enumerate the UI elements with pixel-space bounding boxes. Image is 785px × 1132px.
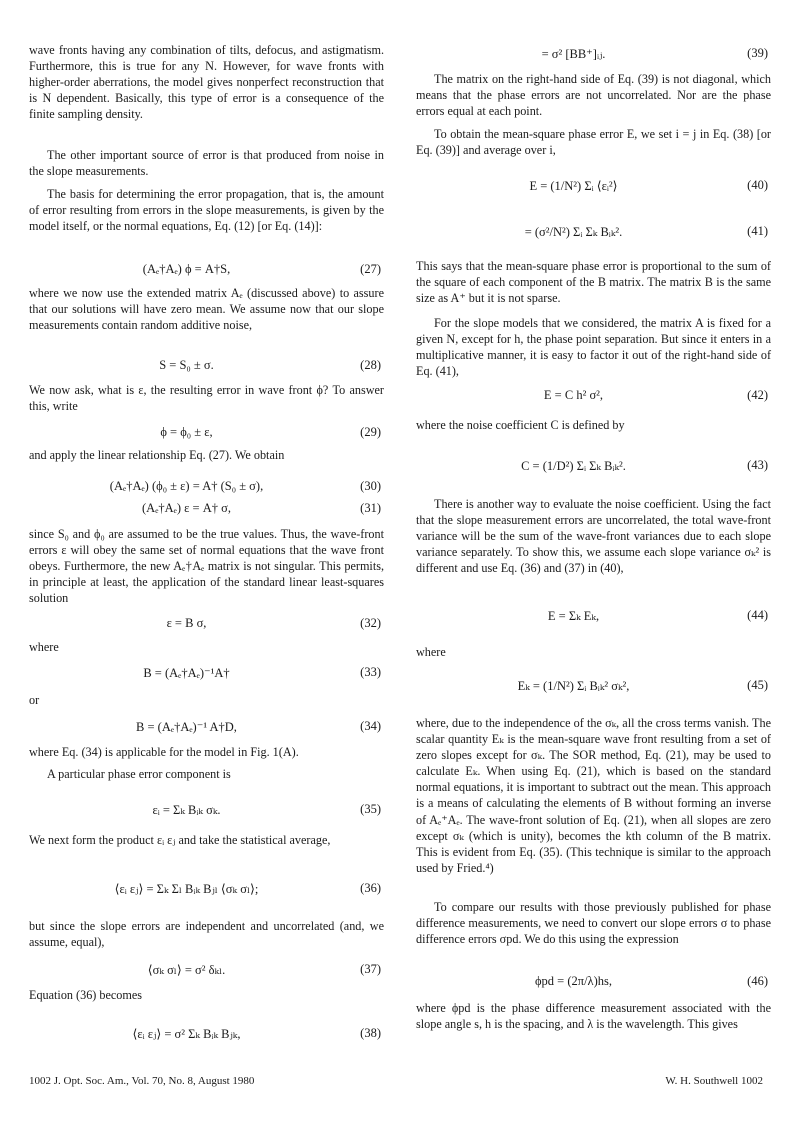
paragraph [29, 447, 384, 463]
equation-42 [416, 384, 771, 406]
connective-where: where [416, 645, 446, 659]
equation-body: ⟨σₖ σₗ⟩ = σ² δₖₗ. [147, 963, 226, 977]
paragraph-text: This says that the mean-square phase error is proportional to the sum of the square of each component of the B matrix. The matrix B is the same size as A⁺ but it is not sparse. [416, 259, 771, 306]
paragraph-text: The basis for determining the error propagation, that is, the amount of error resulting from errors in the slope measurements, is given by the model itself, or the normal equations, Eq. (12) [or Eq. (14)]: [29, 187, 384, 234]
paragraph [416, 1000, 771, 1032]
paragraph-text: where we now use the extended matrix Aₑ (discussed above) to assure that our solutions will have zero mean. We assume now that our slope measurements contain random additive noise, [29, 286, 384, 333]
equation-43 [416, 446, 771, 482]
paragraph-text: since S₀ and ϕ₀ are assumed to be the true values. Thus, the wave-front errors ε will obey the same set of normal equations that the wave front obeys. Furthermore, the new Aₑ†Aₑ matrix is not singular. This permits, in principle at least, the application of the standard linear least-squares solution [29, 527, 384, 606]
paragraph [416, 715, 771, 876]
footer-author-page: W. H. Southwell 1002 [665, 1075, 763, 1087]
equation-body: E = Σₖ Eₖ, [547, 609, 600, 623]
equation-44 [416, 604, 771, 626]
equation-40 [416, 166, 771, 202]
equation-body: (Aₑ†Aₑ) ε = A† σ, [142, 501, 231, 515]
paragraph [416, 315, 771, 379]
paragraph-text: We next form the product εᵢ εⱼ and take the statistical average, [29, 833, 331, 847]
equation-number: (34) [360, 719, 381, 733]
equation-number: (41) [747, 224, 768, 238]
equation-number: (37) [360, 962, 381, 976]
equation-body: = (σ²/N²) Σᵢ Σₖ Bᵢₖ². [524, 225, 623, 239]
equation-33 [29, 661, 384, 683]
equation-32 [29, 612, 384, 634]
equation-body: = σ² [BB⁺]ᵢⱼ. [541, 47, 606, 61]
paragraph-text: There is another way to evaluate the noise coefficient. Using the fact that the slope measurement errors are uncorrelated, the total wave-front variance will be the sum of the wave-front variances due to each slope variance separately. To show this, we assume each slope variance σₖ² is different and use Eq. (36) and (37) in (40), [416, 497, 771, 576]
paragraph [416, 258, 771, 306]
equation-body: E = C h² σ², [543, 388, 604, 402]
equation-body: B = (Aₑ†Aₑ)⁻¹A† [143, 666, 230, 680]
equation-28 [29, 354, 384, 376]
equation-number: (31) [360, 501, 381, 515]
equation-number: (46) [747, 974, 768, 988]
equation-body: (Aₑ†Aₑ) (ϕ₀ ± ε) = A† (S₀ ± σ), [109, 479, 264, 493]
equation-45 [416, 666, 771, 702]
paragraph [29, 766, 384, 782]
footer-journal-citation: 1002 J. Opt. Soc. Am., Vol. 70, No. 8, August 1980 [29, 1075, 255, 1087]
equation-body: εᵢ = Σₖ Bᵢₖ σₖ. [152, 803, 221, 817]
paragraph-text: Equation (36) becomes [29, 988, 143, 1002]
paragraph [416, 496, 771, 576]
connective-or: or [29, 693, 40, 707]
equation-body: S = S₀ ± σ. [159, 358, 214, 372]
equation-38 [29, 1022, 384, 1044]
paragraph [416, 126, 771, 158]
paragraph-text: The matrix on the right-hand side of Eq. (39) is not diagonal, which means that the phase errors are not uncorrelated. Nor are the phase errors equal at each point. [416, 72, 771, 119]
equation-35 [29, 798, 384, 820]
equation-27 [29, 258, 384, 280]
paragraph-text: To compare our results with those previously published for phase difference measurements, we need to convert our slope errors σ to phase difference errors σpd. We do this using the expression [416, 900, 771, 947]
equation-number: (36) [360, 881, 381, 895]
paragraph-text: A particular phase error component is [47, 767, 231, 781]
equation-body: ϕ = ϕ₀ ± ε, [160, 425, 213, 439]
equation-number: (33) [360, 665, 381, 679]
equation-39 [416, 42, 771, 64]
equation-number: (42) [747, 388, 768, 402]
paragraph [29, 744, 384, 760]
paragraph-text: wave fronts having any combination of tilts, defocus, and astigmatism. Furthermore, this is true for any N. However, for wave fronts with higher-order aberrations, the model gives nonperfect reconstruction that is N dependent. Basically, this type of error is a consequence of the finite sampling density. [29, 43, 384, 122]
equation-number: (38) [360, 1026, 381, 1040]
paragraph [29, 832, 384, 848]
equation-37 [29, 958, 384, 980]
equation-body: ϕpd = (2π/λ)hs, [534, 974, 613, 988]
equation-body: (Aₑ†Aₑ) ϕ = A†S, [142, 262, 231, 276]
equation-number: (39) [747, 46, 768, 60]
equation-number: (44) [747, 608, 768, 622]
equation-body: B = (Aₑ†Aₑ)⁻¹ A†D, [136, 720, 237, 734]
equation-number: (35) [360, 802, 381, 816]
paragraph-text: and apply the linear relationship Eq. (27). We obtain [29, 448, 285, 462]
equation-29 [29, 421, 384, 443]
connective-where: where [29, 640, 59, 654]
equation-31 [29, 497, 384, 519]
paragraph-text: where, due to the independence of the σₖ, all the cross terms vanish. The scalar quantity Eₖ is the mean-square wave front resulting from a set of zero slopes except for σₖ. The SOR method, Eq. (21), may be used to calculate Eₖ. When using Eq. (21), which is based on the standard normal equations, it is important to subtract out the mean. This approach is a means of calculating the elements of B without forming an inverse of Aₑ⁺Aₑ. The wave-front solution of Eq. (21), when all slopes are zero except σₖ (which is unity), becomes the kth column of the B matrix. This is evident from Eq. (35). (This technique is similar to the approach used by Fried.⁴) [416, 716, 771, 875]
paragraph-text: where ϕpd is the phase difference measurement associated with the slope angle s, h is the spacing, and λ is the wavelength. This gives [416, 1001, 771, 1032]
equation-46 [416, 970, 771, 992]
paragraph-text: but since the slope errors are independent and uncorrelated (and, we assume, equal), [29, 919, 384, 950]
paragraph [29, 382, 384, 414]
equation-number: (32) [360, 616, 381, 630]
equation-number: (30) [360, 479, 381, 493]
equation-number: (29) [360, 425, 381, 439]
equation-body: Eₖ = (1/N²) Σᵢ Bᵢₖ² σₖ², [517, 679, 630, 693]
equation-number: (27) [360, 262, 381, 276]
paragraph [29, 147, 384, 179]
paragraph-text: where the noise coefficient C is defined by [416, 418, 625, 432]
paragraph [29, 42, 384, 122]
equation-30 [29, 475, 384, 497]
paragraph [29, 918, 384, 950]
equation-body: ⟨εᵢ εⱼ⟩ = Σₖ Σₗ Bᵢₖ Bⱼₗ ⟨σₖ σₗ⟩; [114, 882, 259, 896]
paragraph-text: For the slope models that we considered, the matrix A is fixed for a given N, except for h, the phase point separation. But since it enters in a multiplicative manner, it is easy to factor it out of the right-hand side of Eq. (41), [416, 316, 771, 379]
equation-number: (45) [747, 678, 768, 692]
paragraph [416, 71, 771, 119]
paragraph-text: The other important source of error is that produced from noise in the slope measurements. [29, 148, 384, 179]
paragraph [29, 285, 384, 333]
paragraph [416, 899, 771, 947]
equation-number: (43) [747, 458, 768, 472]
equation-41 [416, 212, 771, 248]
equation-body: ε = B σ, [166, 616, 207, 630]
paragraph-text: where Eq. (34) is applicable for the model in Fig. 1(A). [29, 745, 299, 759]
paragraph-text: To obtain the mean-square phase error E, we set i = j in Eq. (38) [or Eq. (39)] and average over i, [416, 127, 771, 158]
equation-36 [29, 877, 384, 899]
equation-number: (40) [747, 178, 768, 192]
equation-number: (28) [360, 358, 381, 372]
equation-body: ⟨εᵢ εⱼ⟩ = σ² Σₖ Bᵢₖ Bⱼₖ, [132, 1027, 241, 1041]
paragraph [29, 526, 384, 606]
equation-34 [29, 715, 384, 737]
equation-body: C = (1/D²) Σᵢ Σₖ Bᵢₖ². [521, 459, 626, 473]
paragraph [29, 186, 384, 234]
paragraph-text: We now ask, what is ε, the resulting error in wave front ϕ? To answer this, write [29, 383, 384, 414]
equation-body: E = (1/N²) Σᵢ ⟨εᵢ²⟩ [529, 179, 618, 193]
